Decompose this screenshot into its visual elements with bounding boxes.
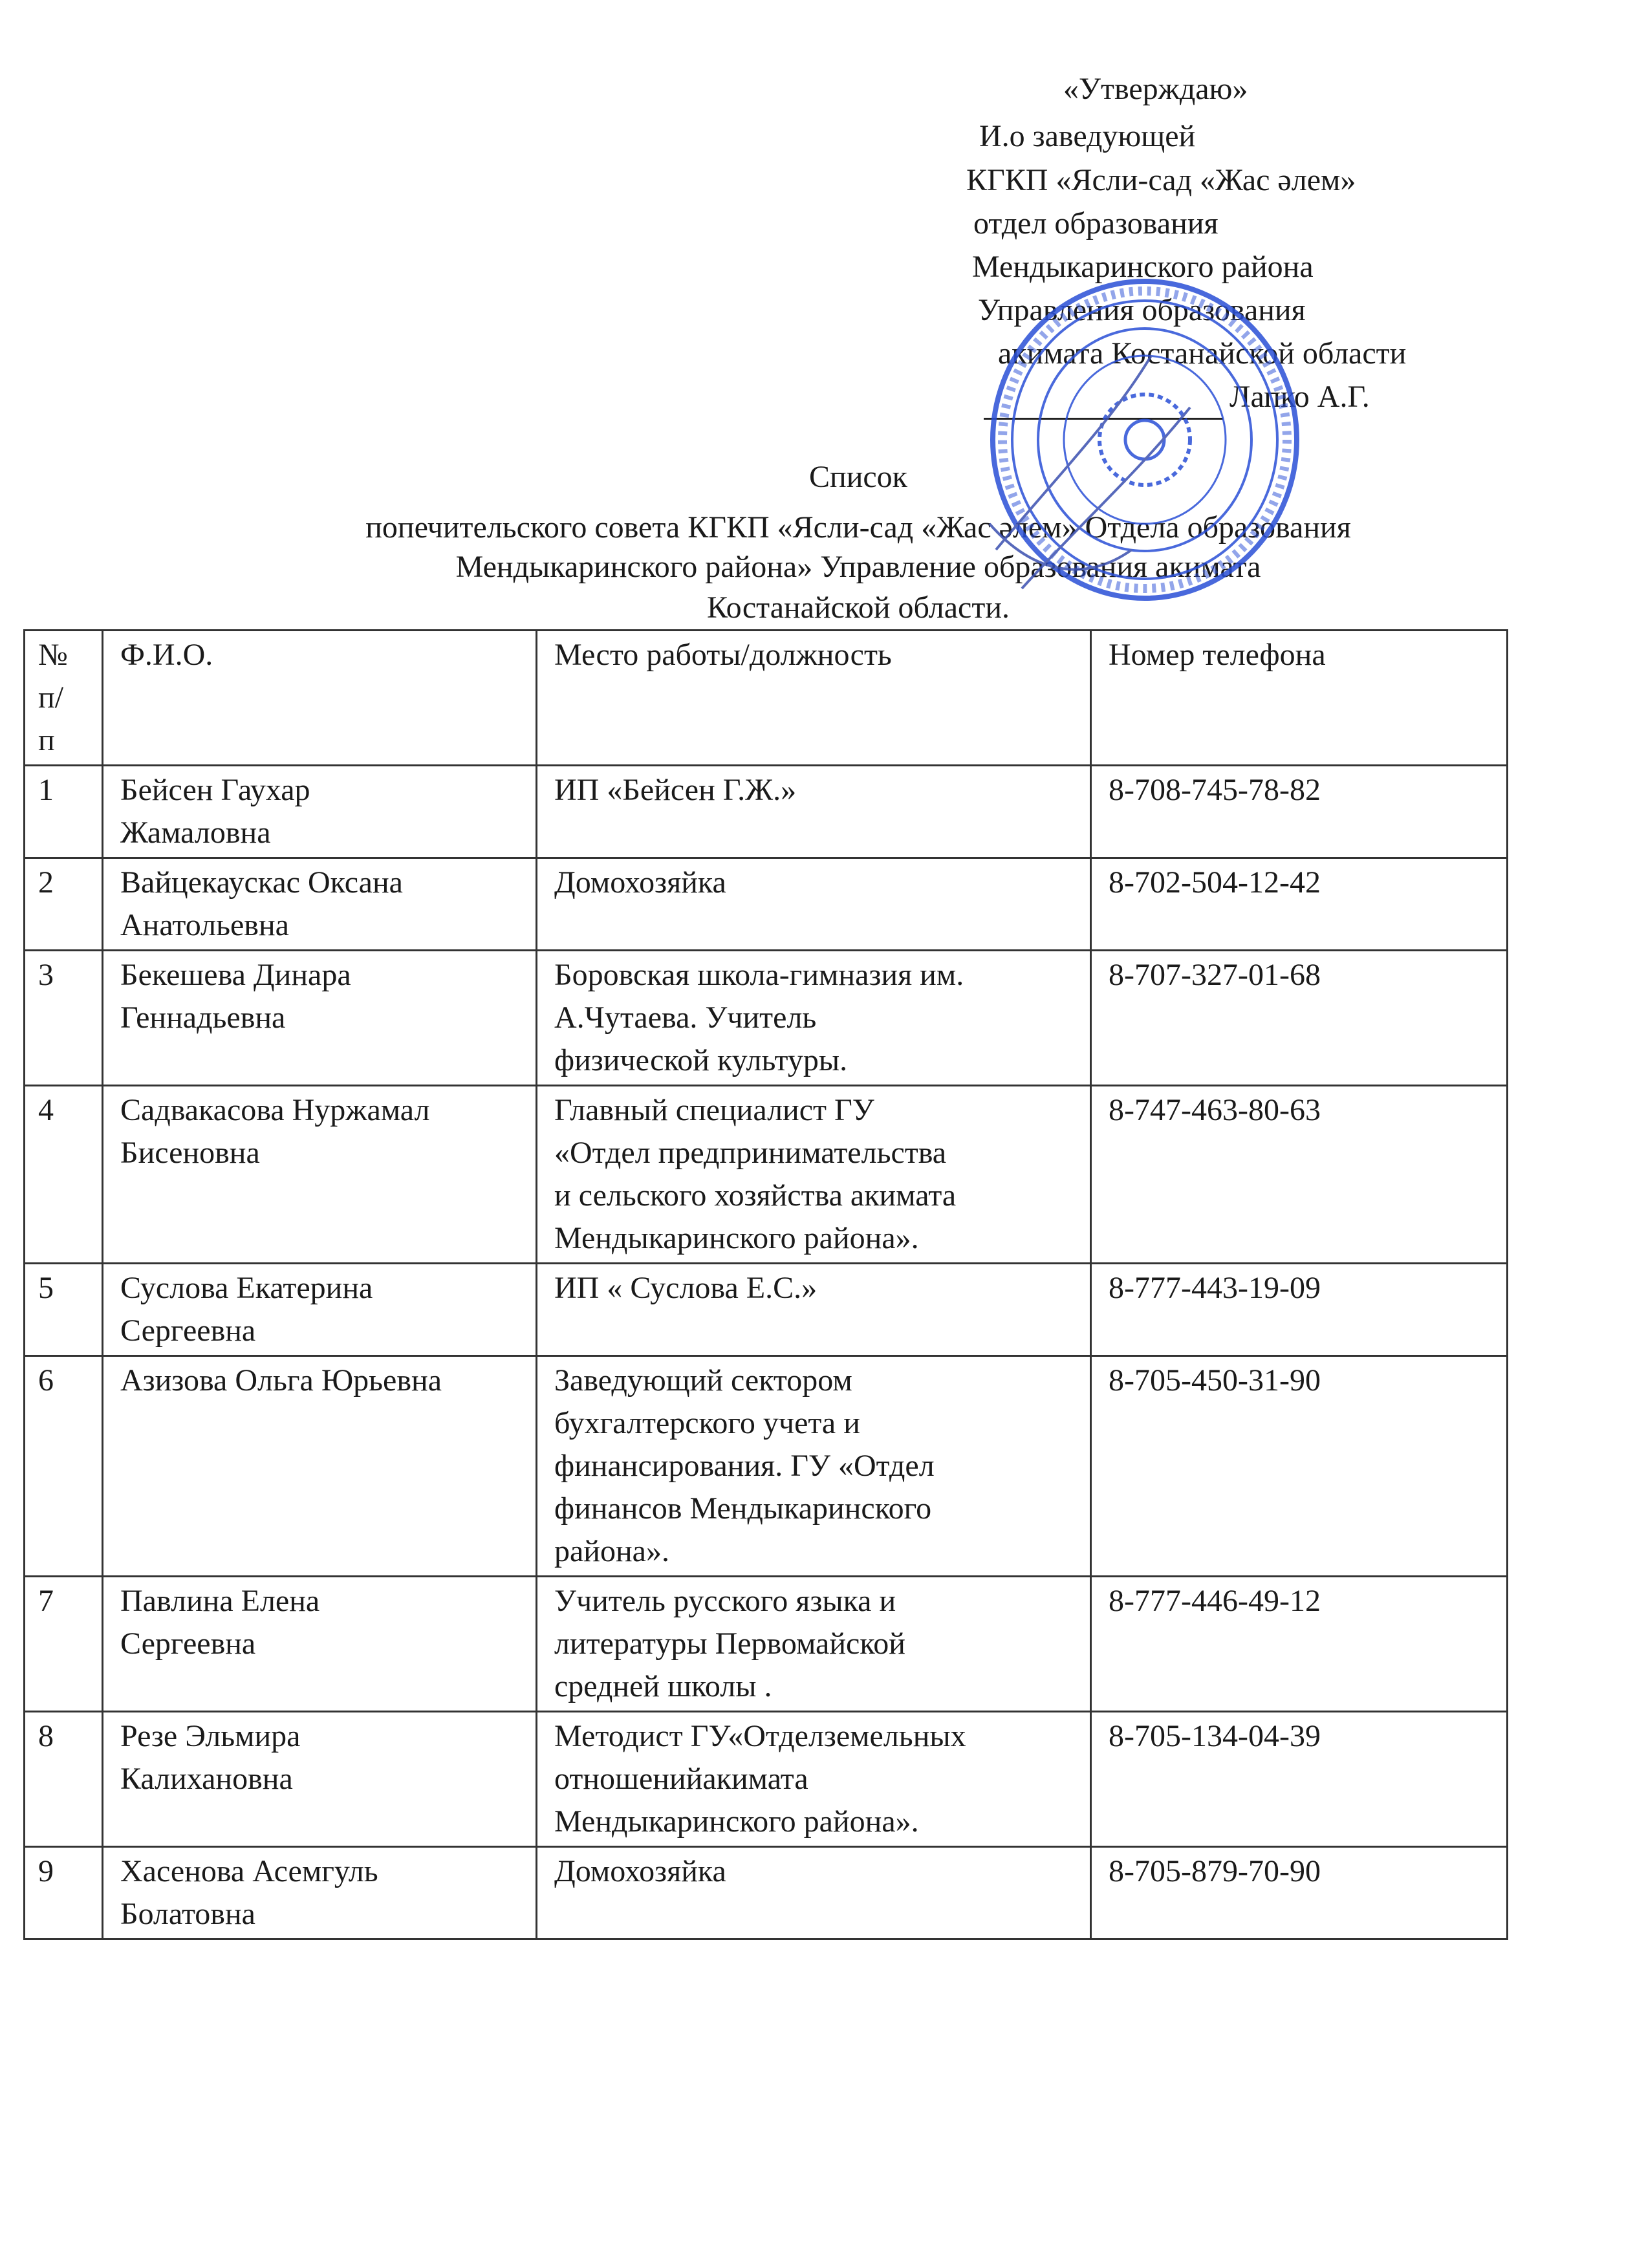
person-name: Азизова Ольга Юрьевна	[103, 1356, 537, 1577]
person-name: Павлина Елена Сергеевна	[103, 1577, 537, 1712]
approval-line: акимата Костанайской области	[998, 336, 1407, 371]
table-row	[25, 766, 1508, 858]
table-row	[25, 858, 1508, 951]
table-row	[25, 951, 1508, 1086]
phone-number: 8-777-446-49-12	[1091, 1577, 1508, 1712]
row-number: 3	[25, 951, 103, 1086]
row-number: 6	[25, 1356, 103, 1577]
phone-number: 8-708-745-78-82	[1091, 766, 1508, 858]
phone-number: 8-747-463-80-63	[1091, 1086, 1508, 1264]
title-line: Мендыкаринского района» Управление образования акимата	[455, 550, 1261, 584]
title-line: попечительского совета КГКП «Ясли-сад «Жас әлем» Отдела образования	[365, 510, 1351, 545]
row-number: 9	[25, 1847, 103, 1939]
phone-number: 8-702-504-12-42	[1091, 858, 1508, 951]
title-line: Костанайской области.	[707, 590, 1010, 625]
person-name: Бейсен Гаухар Жамаловна	[103, 766, 537, 858]
signatory-name: Лапко А.Г.	[1229, 380, 1370, 414]
row-number: 7	[25, 1577, 103, 1712]
person-name: Вайцекаускас Оксана Анатольевна	[103, 858, 537, 951]
trustees-table	[23, 629, 1508, 1940]
table-row	[25, 1847, 1508, 1939]
official-stamp-icon	[983, 278, 1306, 627]
workplace: Заведующий сектором бухгалтерского учета и финансирования. ГУ «Отдел финансов Мендыкаринского района».	[537, 1356, 1091, 1577]
workplace: Домохозяйка	[537, 1847, 1091, 1939]
header-workplace: Место работы/должность	[537, 631, 1091, 766]
table-row	[25, 1712, 1508, 1847]
phone-number: 8-705-450-31-90	[1091, 1356, 1508, 1577]
row-number: 8	[25, 1712, 103, 1847]
approval-line: Управления образования	[978, 293, 1306, 327]
workplace: Главный специалист ГУ «Отдел предпринимательства и сельского хозяйства акимата Мендыкаринского района».	[537, 1086, 1091, 1264]
row-number: 5	[25, 1264, 103, 1356]
person-name: Бекешева Динара Геннадьевна	[103, 951, 537, 1086]
workplace: ИП « Суслова Е.С.»	[537, 1264, 1091, 1356]
approval-line: И.о заведующей	[979, 119, 1196, 153]
approval-line: Мендыкаринского района	[972, 250, 1314, 284]
table-row	[25, 1577, 1508, 1712]
phone-number: 8-705-134-04-39	[1091, 1712, 1508, 1847]
header-number: № п/ п	[25, 631, 103, 766]
person-name: Резе Эльмира Калихановна	[103, 1712, 537, 1847]
row-number: 4	[25, 1086, 103, 1264]
header-phone: Номер телефона	[1091, 631, 1508, 766]
phone-number: 8-777-443-19-09	[1091, 1264, 1508, 1356]
table-row	[25, 1356, 1508, 1577]
workplace: Учитель русского языка и литературы Первомайской средней школы .	[537, 1577, 1091, 1712]
row-number: 1	[25, 766, 103, 858]
phone-number: 8-705-879-70-90	[1091, 1847, 1508, 1939]
table-row	[25, 1264, 1508, 1356]
person-name: Хасенова Асемгуль Болатовна	[103, 1847, 537, 1939]
row-number: 2	[25, 858, 103, 951]
phone-number: 8-707-327-01-68	[1091, 951, 1508, 1086]
table-header-row	[25, 631, 1508, 766]
workplace: Методист ГУ«Отделземельных отношенийакимата Мендыкаринского района».	[537, 1712, 1091, 1847]
person-name: Суслова Екатерина Сергеевна	[103, 1264, 537, 1356]
title-line: Список	[808, 460, 907, 494]
approval-heading: «Утверждаю»	[1063, 72, 1248, 106]
approval-line: отдел образования	[973, 206, 1218, 241]
table-row	[25, 1086, 1508, 1264]
workplace: ИП «Бейсен Г.Ж.»	[537, 766, 1091, 858]
header-name: Ф.И.О.	[103, 631, 537, 766]
workplace: Боровская школа-гимназия им. А.Чутаева. Учитель физической культуры.	[537, 951, 1091, 1086]
approval-line: КГКП «Ясли-сад «Жас әлем»	[966, 163, 1356, 197]
workplace: Домохозяйка	[537, 858, 1091, 951]
person-name: Садвакасова Нуржамал Бисеновна	[103, 1086, 537, 1264]
